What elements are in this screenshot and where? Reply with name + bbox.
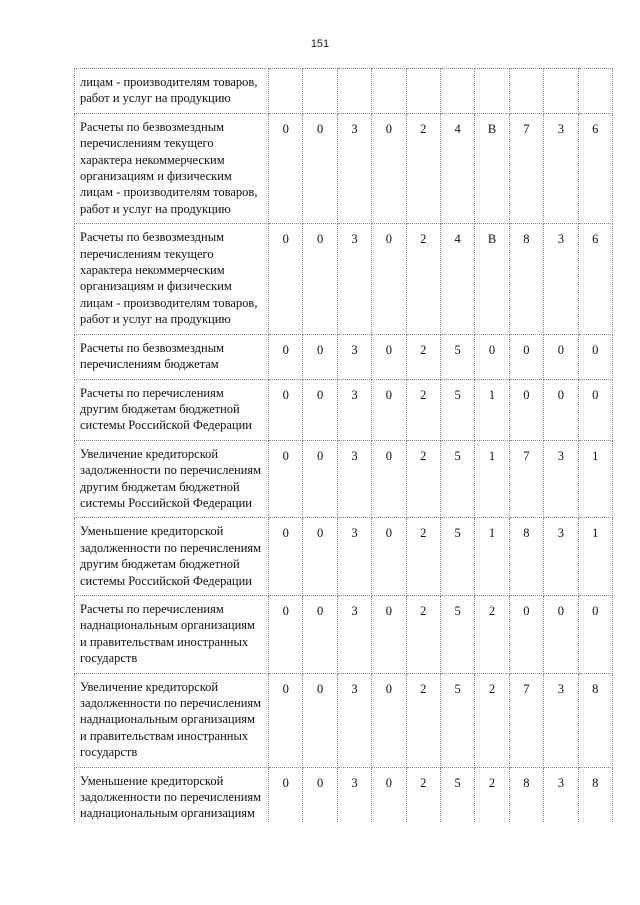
code-digit-10: 1 (578, 518, 612, 596)
code-digit-1: 0 (269, 440, 303, 518)
code-digit-5: 2 (406, 767, 440, 822)
code-digit-1: 0 (269, 673, 303, 767)
page-number: 151 (310, 38, 330, 50)
code-digit-9: 0 (544, 379, 578, 440)
code-digit-3: 3 (337, 767, 371, 822)
code-digit-2: 0 (303, 767, 337, 822)
row-description: Увеличение кредиторской задолженности по перечислениям наднациональным организациям и правительствам иностранных государств (75, 673, 269, 767)
code-digit-8: 8 (509, 224, 543, 334)
code-digit-6: 5 (440, 767, 474, 822)
code-digit-10: 8 (578, 767, 612, 822)
code-digit-10: 1 (578, 440, 612, 518)
row-description: Увеличение кредиторской задолженности по перечислениям другим бюджетам бюджетной системы Российской Федерации (75, 440, 269, 518)
table-row (75, 595, 613, 673)
code-digit-10: 6 (578, 113, 612, 223)
code-digit-4: 0 (372, 518, 406, 596)
code-digit-1: 0 (269, 767, 303, 822)
code-digit-8: 0 (509, 379, 543, 440)
code-digit-6: 5 (440, 673, 474, 767)
code-digit-8 (509, 69, 543, 114)
code-digit-6: 4 (440, 113, 474, 223)
code-digit-1: 0 (269, 334, 303, 379)
code-digit-7: В (475, 113, 509, 223)
code-digit-4: 0 (372, 379, 406, 440)
code-digit-7: 1 (475, 518, 509, 596)
table-row (75, 334, 613, 379)
code-digit-1: 0 (269, 224, 303, 334)
code-digit-10: 8 (578, 673, 612, 767)
code-digit-8: 8 (509, 518, 543, 596)
code-digit-6: 4 (440, 224, 474, 334)
code-digit-8: 8 (509, 767, 543, 822)
row-description: лицам - производителям товаров, работ и услуг на продукцию (75, 69, 269, 114)
code-digit-7: 2 (475, 673, 509, 767)
code-digit-6: 5 (440, 518, 474, 596)
code-digit-5: 2 (406, 440, 440, 518)
code-digit-9: 3 (544, 673, 578, 767)
code-digit-7: 0 (475, 334, 509, 379)
code-digit-7: 1 (475, 440, 509, 518)
code-digit-8: 0 (509, 595, 543, 673)
code-digit-3: 3 (337, 518, 371, 596)
code-digit-9: 3 (544, 113, 578, 223)
code-digit-3: 3 (337, 224, 371, 334)
code-digit-2: 0 (303, 440, 337, 518)
code-digit-2: 0 (303, 518, 337, 596)
code-digit-7: В (475, 224, 509, 334)
code-digit-7: 2 (475, 595, 509, 673)
code-digit-9: 0 (544, 334, 578, 379)
code-digit-4: 0 (372, 440, 406, 518)
row-description: Расчеты по безвозмездным перечислениям текущего характера некоммерческим организациям и физическим лицам - производителям товаров, работ и услуг на продукцию (75, 224, 269, 334)
code-digit-10 (578, 69, 612, 114)
table-row (75, 767, 613, 822)
code-digit-2: 0 (303, 113, 337, 223)
code-digit-10: 6 (578, 224, 612, 334)
row-description: Расчеты по перечислениям другим бюджетам бюджетной системы Российской Федерации (75, 379, 269, 440)
code-digit-4: 0 (372, 767, 406, 822)
code-digit-9: 3 (544, 440, 578, 518)
code-digit-6: 5 (440, 595, 474, 673)
code-digit-3 (337, 69, 371, 114)
code-digit-5: 2 (406, 595, 440, 673)
code-digit-9: 3 (544, 224, 578, 334)
code-digit-5: 2 (406, 518, 440, 596)
code-digit-3: 3 (337, 595, 371, 673)
code-digit-3: 3 (337, 113, 371, 223)
code-digit-9: 0 (544, 595, 578, 673)
code-digit-1: 0 (269, 379, 303, 440)
code-digit-1: 0 (269, 113, 303, 223)
code-digit-7 (475, 69, 509, 114)
code-digit-10: 0 (578, 334, 612, 379)
code-digit-8: 7 (509, 440, 543, 518)
table-row (75, 69, 613, 114)
code-digit-1: 0 (269, 595, 303, 673)
code-digit-4 (372, 69, 406, 114)
code-digit-9: 3 (544, 518, 578, 596)
code-digit-7: 2 (475, 767, 509, 822)
code-digit-8: 0 (509, 334, 543, 379)
code-digit-2: 0 (303, 595, 337, 673)
code-digit-5 (406, 69, 440, 114)
code-digit-2: 0 (303, 379, 337, 440)
code-digit-4: 0 (372, 595, 406, 673)
code-digit-9: 3 (544, 767, 578, 822)
row-description: Уменьшение кредиторской задолженности по перечислениям другим бюджетам бюджетной системы Российской Федерации (75, 518, 269, 596)
code-digit-2 (303, 69, 337, 114)
table-row (75, 673, 613, 767)
code-digit-3: 3 (337, 334, 371, 379)
code-digit-5: 2 (406, 224, 440, 334)
code-digit-5: 2 (406, 673, 440, 767)
code-digit-1: 0 (269, 518, 303, 596)
row-description: Расчеты по перечислениям наднациональным организациям и правительствам иностранных государств (75, 595, 269, 673)
code-digit-6: 5 (440, 334, 474, 379)
code-digit-10: 0 (578, 379, 612, 440)
code-digit-8: 7 (509, 113, 543, 223)
table-row (75, 440, 613, 518)
code-digit-2: 0 (303, 334, 337, 379)
account-codes-table (74, 68, 613, 822)
code-digit-4: 0 (372, 113, 406, 223)
code-digit-3: 3 (337, 673, 371, 767)
table-row (75, 113, 613, 223)
table-row (75, 518, 613, 596)
code-digit-2: 0 (303, 224, 337, 334)
code-digit-5: 2 (406, 379, 440, 440)
row-description: Расчеты по безвозмездным перечислениям текущего характера некоммерческим организациям и физическим лицам - производителям товаров, работ и услуг на продукцию (75, 113, 269, 223)
code-digit-6: 5 (440, 440, 474, 518)
code-digit-6 (440, 69, 474, 114)
table-row (75, 379, 613, 440)
code-digit-3: 3 (337, 379, 371, 440)
code-digit-5: 2 (406, 113, 440, 223)
row-description: Расчеты по безвозмездным перечислениям бюджетам (75, 334, 269, 379)
row-description: Уменьшение кредиторской задолженности по перечислениям наднациональным организациям (75, 767, 269, 822)
code-digit-10: 0 (578, 595, 612, 673)
code-digit-2: 0 (303, 673, 337, 767)
code-digit-9 (544, 69, 578, 114)
table-row (75, 224, 613, 334)
code-digit-3: 3 (337, 440, 371, 518)
code-digit-4: 0 (372, 673, 406, 767)
code-digit-4: 0 (372, 224, 406, 334)
code-digit-5: 2 (406, 334, 440, 379)
code-digit-6: 5 (440, 379, 474, 440)
code-digit-8: 7 (509, 673, 543, 767)
code-digit-4: 0 (372, 334, 406, 379)
code-digit-1 (269, 69, 303, 114)
code-digit-7: 1 (475, 379, 509, 440)
